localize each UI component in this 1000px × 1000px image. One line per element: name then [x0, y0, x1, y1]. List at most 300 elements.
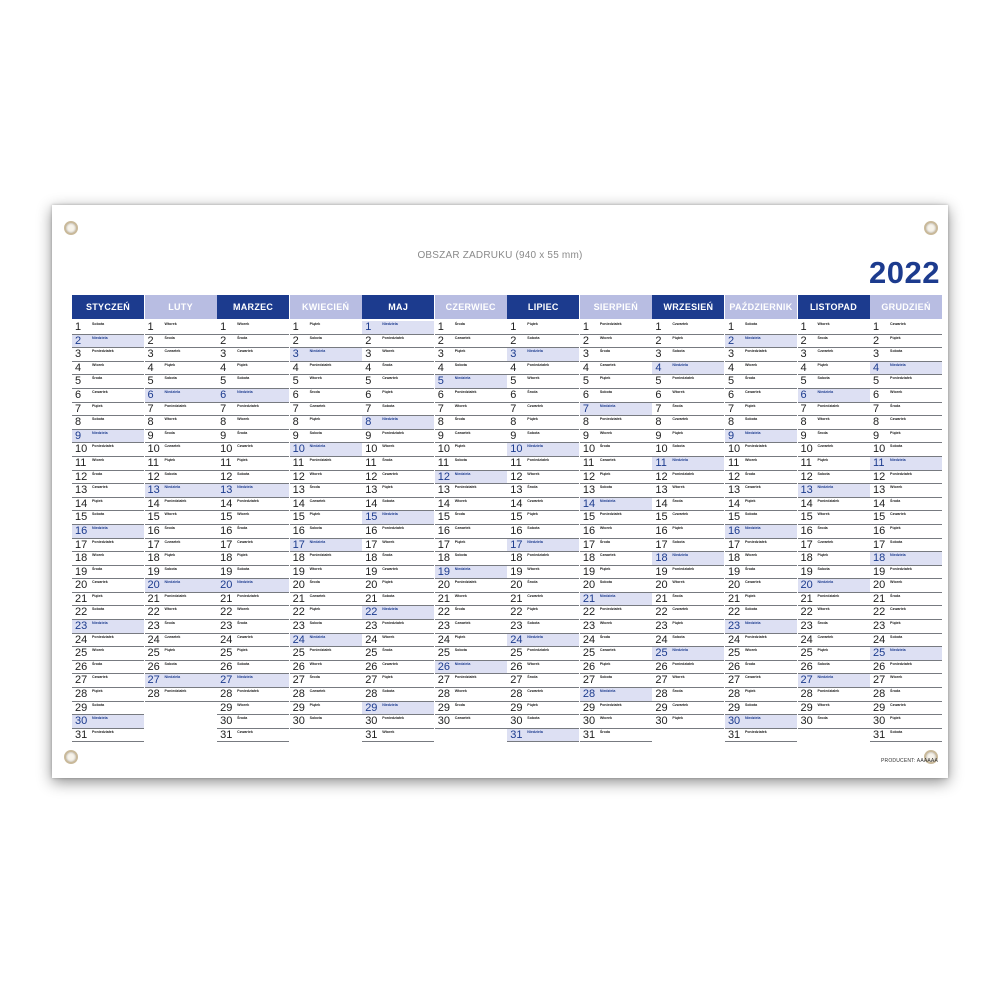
day-row: [870, 634, 942, 648]
weekday-label: Piątek: [890, 525, 901, 530]
weekday-label: Wtorek: [672, 389, 685, 394]
day-number: 3: [873, 348, 880, 361]
weekday-label: Sobota: [744, 512, 758, 517]
day-row: [72, 566, 144, 580]
weekday-label: Poniedziałek: [237, 403, 259, 408]
weekday-label: Środa: [599, 349, 611, 354]
weekday-label: Środa: [527, 485, 538, 490]
day-row: [798, 606, 870, 620]
day-number: 19: [220, 565, 233, 578]
day-number: 17: [800, 538, 813, 551]
day-row: [507, 335, 579, 349]
day-number: 24: [582, 633, 596, 646]
day-row: [362, 606, 434, 620]
weekday-label: Środa: [92, 566, 103, 571]
weekday-label: Poniedziałek: [92, 539, 114, 544]
day-number: 30: [510, 715, 523, 728]
day-number: 4: [800, 361, 807, 374]
day-number: 18: [437, 552, 450, 565]
day-row: [580, 471, 652, 485]
weekday-label: Sobota: [744, 702, 758, 707]
weekday-label: Poniedziałek: [744, 444, 767, 449]
day-number: 27: [582, 674, 596, 687]
weekday-label: Sobota: [744, 417, 758, 422]
day-row: [652, 416, 724, 430]
day-number: 20: [292, 579, 305, 592]
weekday-label: Piątek: [309, 512, 321, 517]
day-row: [652, 484, 724, 498]
day-row: [652, 389, 724, 403]
day-row: [870, 647, 942, 661]
day-number: 8: [800, 416, 807, 429]
weekday-label: Środa: [527, 675, 538, 680]
day-row: [580, 457, 652, 471]
month-column: [145, 295, 217, 702]
day-row: [435, 579, 507, 593]
weekday-label: Poniedziałek: [672, 661, 695, 666]
weekday-label: Czwartek: [382, 471, 398, 476]
day-number: 7: [655, 402, 662, 415]
weekday-label: Niedziela: [382, 512, 398, 517]
day-number: 30: [75, 715, 88, 728]
day-number: 25: [220, 647, 233, 660]
day-row: [652, 606, 724, 620]
day-row: [580, 430, 652, 444]
weekday-label: Sobota: [164, 471, 177, 476]
day-row: [580, 335, 652, 349]
day-row: [217, 729, 289, 743]
day-row: [870, 471, 942, 485]
day-number: 1: [292, 321, 299, 333]
day-row: [145, 661, 217, 675]
weekday-label: Niedziela: [744, 716, 761, 721]
day-row: [507, 729, 579, 743]
day-number: 14: [292, 497, 305, 510]
day-number: 23: [582, 620, 596, 633]
weekday-label: Niedziela: [527, 444, 543, 449]
day-row: [290, 715, 362, 729]
day-number: 1: [510, 321, 517, 333]
day-row: [798, 403, 870, 417]
day-number: 15: [75, 511, 88, 524]
day-row: [580, 498, 652, 512]
weekday-label: Wtorek: [890, 675, 903, 680]
weekday-label: Wtorek: [454, 403, 467, 408]
day-row: [580, 729, 652, 743]
weekday-label: Niedziela: [92, 335, 108, 340]
weekday-label: Sobota: [309, 430, 322, 435]
day-number: 15: [510, 511, 523, 524]
weekday-label: Czwartek: [527, 689, 544, 694]
day-row: [507, 457, 579, 471]
day-number: 26: [510, 660, 523, 673]
day-row: [870, 606, 942, 620]
weekday-label: Piątek: [309, 322, 321, 326]
day-row: [290, 498, 362, 512]
weekday-label: Wtorek: [237, 322, 250, 326]
day-row: [435, 552, 507, 566]
weekday-label: Piątek: [454, 349, 466, 354]
day-number: 13: [727, 484, 741, 497]
day-row: [145, 348, 217, 362]
weekday-label: Czwartek: [527, 593, 544, 598]
day-row: [145, 593, 217, 607]
day-row: [725, 729, 797, 743]
day-number: 8: [727, 416, 735, 429]
weekday-label: Poniedziałek: [890, 661, 912, 666]
day-number: 13: [582, 484, 596, 497]
weekday-label: Sobota: [817, 566, 830, 571]
weekday-label: Piątek: [890, 621, 901, 626]
day-row: [145, 443, 217, 457]
day-row: [652, 498, 724, 512]
weekday-label: Niedziela: [817, 485, 834, 490]
weekday-label: Czwartek: [817, 539, 834, 544]
weekday-label: Środa: [309, 675, 320, 680]
weekday-label: Wtorek: [890, 485, 903, 490]
weekday-label: Piątek: [599, 376, 611, 381]
day-row: [798, 457, 870, 471]
day-row: [725, 498, 797, 512]
weekday-label: Poniedziałek: [382, 335, 404, 340]
day-number: 31: [75, 728, 88, 741]
day-row: [290, 579, 362, 593]
weekday-label: Poniedziałek: [164, 593, 187, 598]
day-row: [725, 362, 797, 376]
weekday-label: Wtorek: [672, 580, 685, 585]
day-number: 16: [437, 524, 450, 537]
weekday-label: Niedziela: [599, 593, 616, 598]
weekday-label: Środa: [382, 553, 393, 558]
day-number: 22: [75, 606, 88, 619]
day-row: [435, 620, 507, 634]
day-row: [217, 525, 289, 539]
day-row: [435, 416, 507, 430]
day-number: 20: [800, 579, 813, 592]
day-row: [72, 348, 144, 362]
day-row: [290, 430, 362, 444]
day-list: [580, 321, 652, 742]
day-number: 22: [582, 606, 596, 619]
weekday-label: Piątek: [744, 498, 756, 503]
weekday-label: Poniedziałek: [309, 553, 332, 558]
weekday-label: Sobota: [92, 607, 105, 612]
day-row: [290, 471, 362, 485]
day-number: 6: [800, 388, 807, 401]
day-number: 18: [220, 552, 233, 565]
weekday-label: Poniedziałek: [92, 634, 114, 639]
day-number: 22: [873, 606, 886, 619]
weekday-label: Czwartek: [382, 376, 398, 381]
day-number: 7: [292, 402, 299, 415]
day-number: 11: [365, 456, 377, 469]
day-list: [870, 321, 942, 742]
weekday-label: Poniedziałek: [890, 376, 912, 381]
day-number: 19: [365, 565, 378, 578]
day-row: [217, 634, 289, 648]
weekday-label: Czwartek: [237, 349, 253, 354]
day-list: [798, 321, 870, 729]
day-row: [435, 647, 507, 661]
day-number: 15: [220, 511, 233, 524]
day-row: [870, 321, 942, 335]
day-row: [435, 430, 507, 444]
day-number: 5: [727, 375, 735, 388]
day-number: 27: [365, 674, 378, 687]
day-row: [870, 484, 942, 498]
day-row: [72, 443, 144, 457]
day-number: 1: [220, 321, 227, 333]
day-number: 25: [727, 647, 741, 660]
weekday-label: Czwartek: [309, 593, 326, 598]
weekday-label: Piątek: [92, 593, 103, 598]
day-row: [145, 688, 217, 702]
day-number: 14: [873, 497, 886, 510]
day-row: [290, 634, 362, 648]
weekday-label: Sobota: [817, 661, 830, 666]
day-row: [290, 416, 362, 430]
day-number: 12: [727, 470, 741, 483]
weekday-label: Czwartek: [237, 539, 253, 544]
weekday-label: Poniedziałek: [237, 593, 259, 598]
day-row: [217, 321, 289, 335]
day-row: [145, 566, 217, 580]
day-number: 19: [800, 565, 813, 578]
weekday-label: Czwartek: [92, 389, 108, 394]
weekday-label: Piątek: [309, 702, 321, 707]
month-column: [72, 295, 144, 742]
weekday-label: Wtorek: [309, 566, 322, 571]
weekday-label: Niedziela: [672, 553, 688, 558]
day-number: 15: [800, 511, 813, 524]
month-header: SIERPIEŃ: [580, 295, 652, 319]
weekday-label: Czwartek: [527, 403, 544, 408]
weekday-label: Czwartek: [744, 485, 761, 490]
day-row: [435, 443, 507, 457]
day-row: [435, 403, 507, 417]
day-row: [652, 579, 724, 593]
day-number: 12: [75, 470, 88, 483]
day-number: 28: [75, 688, 88, 701]
weekday-label: Poniedziałek: [92, 729, 114, 734]
day-number: 9: [727, 429, 735, 442]
day-row: [362, 702, 434, 716]
day-number: 13: [800, 484, 813, 497]
day-row: [145, 403, 217, 417]
day-row: [217, 471, 289, 485]
weekday-label: Poniedziałek: [382, 525, 404, 530]
day-number: 17: [147, 538, 160, 551]
day-number: 17: [292, 538, 305, 551]
day-number: 6: [292, 388, 299, 401]
day-number: 30: [655, 715, 668, 728]
month-header: STYCZEŃ: [72, 295, 144, 319]
day-row: [652, 375, 724, 389]
weekday-label: Sobota: [237, 376, 250, 381]
weekday-label: Poniedziałek: [454, 389, 477, 394]
weekday-label: Czwartek: [164, 444, 181, 449]
weekday-label: Wtorek: [599, 716, 613, 721]
weekday-label: Niedziela: [890, 457, 906, 462]
day-number: 30: [220, 715, 233, 728]
day-number: 12: [510, 470, 523, 483]
day-number: 5: [800, 375, 807, 388]
day-number: 3: [437, 348, 444, 361]
day-row: [362, 457, 434, 471]
day-row: [870, 552, 942, 566]
day-number: 26: [147, 660, 160, 673]
weekday-label: Piątek: [164, 648, 176, 653]
day-number: 29: [220, 701, 233, 714]
weekday-label: Środa: [382, 648, 393, 653]
weekday-label: Środa: [237, 716, 248, 721]
day-row: [725, 634, 797, 648]
weekday-label: Poniedziałek: [527, 457, 550, 462]
day-row: [870, 729, 942, 743]
day-row: [435, 525, 507, 539]
day-number: 8: [655, 416, 662, 429]
day-row: [580, 484, 652, 498]
day-row: [217, 362, 289, 376]
day-number: 29: [873, 701, 886, 714]
weekday-label: Poniedziałek: [454, 675, 477, 680]
weekday-label: Piątek: [527, 702, 538, 707]
weekday-label: Czwartek: [890, 512, 906, 517]
weekday-label: Sobota: [92, 512, 105, 517]
weekday-label: Środa: [527, 580, 538, 585]
day-row: [217, 606, 289, 620]
weekday-label: Wtorek: [92, 648, 105, 653]
day-number: 8: [437, 416, 444, 429]
day-row: [72, 403, 144, 417]
weekday-label: Czwartek: [454, 525, 471, 530]
weekday-label: Piątek: [454, 634, 466, 639]
day-number: 23: [365, 620, 378, 633]
day-number: 10: [800, 443, 813, 456]
day-number: 22: [510, 606, 523, 619]
day-number: 10: [365, 443, 378, 456]
day-number: 16: [365, 524, 378, 537]
day-number: 17: [582, 538, 596, 551]
day-number: 13: [655, 484, 668, 497]
day-number: 23: [510, 620, 523, 633]
weekday-label: Sobota: [599, 675, 613, 680]
day-row: [435, 457, 507, 471]
day-row: [72, 335, 144, 349]
day-row: [725, 606, 797, 620]
day-number: 6: [510, 388, 517, 401]
weekday-label: Niedziela: [309, 444, 326, 449]
day-number: 26: [365, 660, 378, 673]
day-number: 13: [437, 484, 450, 497]
weekday-label: Czwartek: [672, 607, 689, 612]
weekday-label: Czwartek: [382, 566, 398, 571]
weekday-label: Wtorek: [527, 566, 540, 571]
day-row: [507, 430, 579, 444]
weekday-label: Poniedziałek: [744, 349, 767, 354]
day-row: [870, 688, 942, 702]
month-header: LISTOPAD: [798, 295, 870, 319]
day-row: [652, 443, 724, 457]
day-number: 21: [437, 592, 450, 605]
day-number: 31: [510, 728, 523, 741]
day-row: [362, 375, 434, 389]
day-row: [72, 375, 144, 389]
day-row: [72, 430, 144, 444]
weekday-label: Sobota: [92, 417, 105, 422]
weekday-label: Niedziela: [527, 539, 543, 544]
day-number: 8: [220, 416, 227, 429]
weekday-label: Poniedziałek: [890, 566, 912, 571]
weekday-label: Sobota: [890, 634, 903, 639]
weekday-label: Poniedziałek: [309, 457, 332, 462]
day-number: 13: [75, 484, 88, 497]
day-number: 26: [582, 660, 596, 673]
day-list: [725, 321, 797, 742]
day-row: [507, 634, 579, 648]
day-number: 7: [365, 402, 372, 415]
weekday-label: Sobota: [599, 580, 613, 585]
day-row: [725, 647, 797, 661]
day-row: [435, 606, 507, 620]
day-number: 2: [75, 334, 82, 347]
day-row: [507, 647, 579, 661]
weekday-label: Poniedziałek: [164, 689, 187, 694]
day-number: 16: [727, 524, 741, 537]
weekday-label: Czwartek: [817, 634, 834, 639]
day-number: 28: [365, 688, 378, 701]
weekday-label: Wtorek: [744, 553, 758, 558]
weekday-label: Niedziela: [164, 485, 181, 490]
day-row: [580, 593, 652, 607]
day-number: 25: [292, 647, 305, 660]
day-number: 23: [437, 620, 450, 633]
day-number: 22: [365, 606, 378, 619]
day-row: [580, 702, 652, 716]
weekday-label: Sobota: [164, 376, 177, 381]
day-row: [507, 661, 579, 675]
day-number: 21: [365, 592, 378, 605]
weekday-label: Niedziela: [382, 702, 398, 707]
day-row: [580, 579, 652, 593]
day-number: 18: [365, 552, 378, 565]
weekday-label: Piątek: [527, 417, 538, 422]
day-row: [435, 471, 507, 485]
day-row: [72, 525, 144, 539]
day-number: 24: [220, 633, 233, 646]
day-row: [290, 511, 362, 525]
day-number: 7: [437, 402, 444, 415]
day-number: 9: [75, 429, 82, 442]
weekday-label: Sobota: [599, 389, 613, 394]
day-number: 9: [873, 429, 880, 442]
day-number: 16: [655, 524, 668, 537]
weekday-label: Czwartek: [309, 403, 326, 408]
day-row: [435, 539, 507, 553]
day-number: 1: [873, 321, 880, 333]
day-row: [798, 471, 870, 485]
day-row: [725, 579, 797, 593]
day-number: 14: [365, 497, 378, 510]
weekday-label: Poniedziałek: [309, 362, 332, 367]
weekday-label: Środa: [454, 607, 465, 612]
weekday-label: Środa: [890, 498, 901, 503]
weekday-label: Wtorek: [744, 457, 758, 462]
day-row: [725, 552, 797, 566]
weekday-label: Niedziela: [309, 634, 326, 639]
day-row: [870, 362, 942, 376]
day-row: [145, 620, 217, 634]
